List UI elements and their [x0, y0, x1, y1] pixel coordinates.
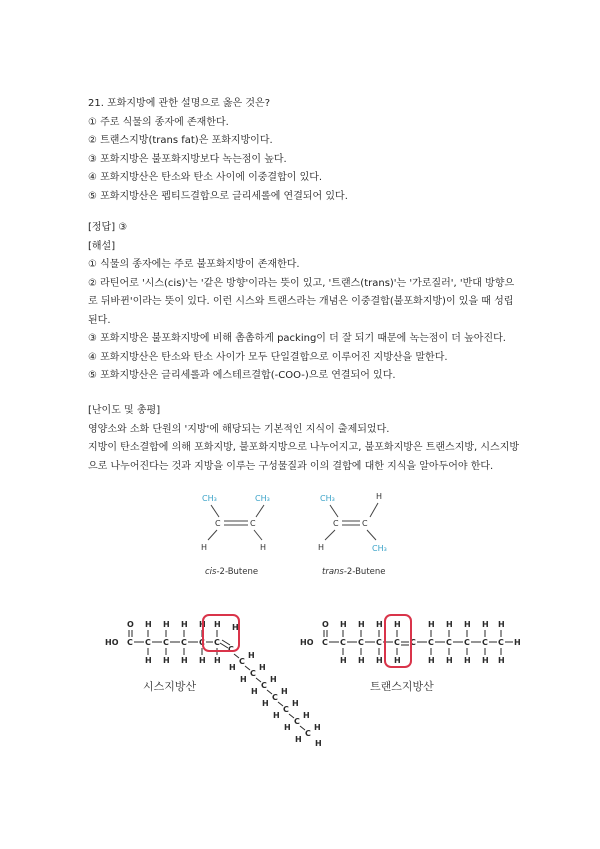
cis-fa-carbon: C	[261, 681, 267, 690]
trans-fatty-acid-label: 트랜스지방산	[370, 680, 434, 693]
cis-fa-hydrogen: H	[273, 711, 280, 720]
trans-fa-hydrogen: H	[394, 620, 401, 629]
cis-fa-hydrogen: H	[240, 675, 247, 684]
cis-hydrogen-right: H	[260, 543, 267, 552]
trans-fa-hydrogen: H	[358, 620, 365, 629]
trans-fa-carbon: C	[394, 638, 400, 647]
cis-fa-hydrogen: H	[262, 699, 269, 708]
cis-carbon-left: C	[215, 519, 221, 528]
trans-carbon-left: C	[333, 519, 339, 528]
trans-fa-hydrogen: H	[428, 620, 435, 629]
cis-fa-oxygen: O	[127, 620, 134, 629]
cis-fa-hydrogen: H	[214, 620, 221, 629]
cis-fa-hydrogen: H	[163, 620, 170, 629]
cis-fa-carbon: C	[294, 717, 300, 726]
trans-fa-hydrogen: H	[376, 656, 383, 665]
cis-fa-hydrogen: H	[315, 739, 322, 748]
trans-fa-hydrogen: H	[446, 656, 453, 665]
cis-fa-carbon: C	[272, 693, 278, 702]
question-title: 21. 포화지방에 관한 설명으로 옳은 것은?	[88, 98, 271, 109]
trans-fa-hydrogen: H	[482, 620, 489, 629]
trans-fa-hydrogen: H	[376, 620, 383, 629]
cis-fa-hydroxyl: HO	[105, 638, 119, 647]
explanation-label: [해설]	[88, 240, 116, 252]
option-5: ⑤ 포화지방산은 펩티드결합으로 글리세롤에 연결되어 있다.	[88, 190, 348, 202]
explanation-5: ⑤ 포화지방산은 글리세롤과 에스테르결합(-COO-)으로 연결되어 있다.	[88, 370, 396, 381]
cis-fa-carbon: C	[163, 638, 169, 647]
option-1: ① 주로 식물의 종자에 존재한다.	[88, 116, 229, 128]
trans-methyl-right: CH₃	[372, 544, 387, 553]
trans-fa-hydrogen: H	[446, 620, 453, 629]
cis-fa-carbon: C	[239, 657, 245, 666]
cis-carbon-right: C	[250, 519, 256, 528]
cis-fa-carbon: C	[145, 638, 151, 647]
trans-2-butene-structure	[318, 492, 387, 577]
cis-fa-carbon: C	[127, 638, 133, 647]
trans-fa-carbon: C	[410, 638, 416, 647]
cis-fa-hydrogen: H	[181, 656, 188, 665]
cis-fa-carbon: C	[214, 638, 220, 647]
trans-fa-carbon: C	[482, 638, 488, 647]
cis-2-butene-structure	[201, 494, 270, 577]
cis-fa-hydrogen: H	[295, 735, 302, 744]
trans-hydrogen-right: H	[376, 492, 383, 501]
trans-fa-hydroxyl: HO	[300, 638, 314, 647]
cis-fa-hydrogen: H	[292, 699, 299, 708]
cis-fa-hydrogen: H	[232, 623, 239, 632]
cis-fa-hydrogen: H	[199, 656, 206, 665]
answer-label: [정답] ③	[88, 222, 128, 233]
trans-fa-carbon: C	[464, 638, 470, 647]
cis-fa-hydrogen: H	[145, 656, 152, 665]
trans-fa-carbon: C	[358, 638, 364, 647]
trans-carbon-right: C	[362, 519, 368, 528]
explanation-3: ③ 포화지방은 불포화지방에 비해 촘촘하게 packing이 더 잘 되기 때문에 녹는점이 더 높아진다.	[88, 333, 506, 344]
trans-fa-hydrogen: H	[394, 656, 401, 665]
trans-fa-oxygen: O	[322, 620, 329, 629]
cis-fa-hydrogen: H	[181, 620, 188, 629]
cis-fa-hydrogen: H	[284, 723, 291, 732]
trans-fa-hydrogen: H	[340, 656, 347, 665]
trans-fa-carbon: C	[446, 638, 452, 647]
explanation-1: ① 식물의 종자에는 주로 불포화지방이 존재한다.	[88, 259, 300, 270]
trans-caption: trans-2-Butene	[322, 567, 386, 577]
cis-fa-carbon: C	[181, 638, 187, 647]
trans-fa-hydrogen: H	[498, 620, 505, 629]
difficulty-line-1: 영양소와 소화 단원의 '지방'에 해당되는 기본적인 지식이 출제되었다.	[88, 423, 390, 435]
cis-fa-hydrogen: H	[199, 620, 206, 629]
trans-fatty-acid-structure	[300, 615, 521, 693]
cis-fa-carbon: C	[199, 638, 205, 647]
trans-fa-hydrogen: H	[340, 620, 347, 629]
trans-fa-carbon: C	[428, 638, 434, 647]
trans-methyl-left: CH₃	[320, 494, 335, 503]
cis-fa-hydrogen: H	[251, 687, 258, 696]
cis-fa-hydrogen: H	[248, 651, 255, 660]
trans-fa-hydrogen: H	[428, 656, 435, 665]
trans-fa-hydrogen: H	[514, 638, 521, 647]
trans-fa-carbon: C	[322, 638, 328, 647]
trans-fa-hydrogen: H	[498, 656, 505, 665]
cis-fa-hydrogen: H	[259, 663, 266, 672]
option-2: ② 트랜스지방(trans fat)은 포화지방이다.	[88, 135, 273, 146]
trans-fa-hydrogen: H	[464, 620, 471, 629]
cis-fa-hydrogen: H	[163, 656, 170, 665]
cis-fa-hydrogen: H	[270, 675, 277, 684]
explanation-2: ② 라틴어로 '시스(cis)'는 '같은 방향'이라는 뜻이 있고, '트랜스(trans)'는 '가로질러', '반대 방향으로 뒤바뀐'이라는 뜻이 있다. 이런 시스와 트랜스라는 개념은 이중결합(불포화지방)이 있을 때 성립된다.	[88, 277, 515, 326]
trans-fa-hydrogen: H	[358, 656, 365, 665]
cis-fatty-acid-structure	[105, 615, 322, 748]
cis-fa-hydrogen: H	[145, 620, 152, 629]
cis-fa-hydrogen: H	[314, 723, 321, 732]
cis-fa-hydrogen: H	[214, 656, 221, 665]
trans-hydrogen-left: H	[318, 543, 325, 552]
difficulty-label: [난이도 및 총평]	[88, 405, 161, 416]
trans-fa-hydrogen: H	[482, 656, 489, 665]
cis-fa-hydrogen: H	[281, 687, 288, 696]
cis-caption: cis-2-Butene	[205, 567, 259, 577]
cis-fa-carbon: C	[305, 729, 311, 738]
option-3: ③ 포화지방은 불포화지방보다 녹는점이 높다.	[88, 153, 287, 165]
explanation-4: ④ 포화지방산은 탄소와 탄소 사이가 모두 단일결합으로 이루어진 지방산을 말한다.	[88, 351, 448, 363]
cis-fa-hydrogen: H	[229, 663, 236, 672]
cis-fatty-acid-label: 시스지방산	[143, 680, 197, 693]
cis-methyl-right: CH₃	[255, 494, 270, 503]
cis-fa-carbon: C	[228, 645, 234, 654]
cis-hydrogen-left: H	[201, 543, 208, 552]
cis-fa-carbon: C	[250, 669, 256, 678]
trans-fa-carbon: C	[376, 638, 382, 647]
option-4: ④ 포화지방산은 탄소와 탄소 사이에 이중결합이 있다.	[88, 172, 323, 183]
trans-fa-carbon: C	[340, 638, 346, 647]
cis-fa-carbon: C	[283, 705, 289, 714]
trans-fa-hydrogen: H	[464, 656, 471, 665]
cis-fa-hydrogen: H	[303, 711, 310, 720]
trans-fa-carbon: C	[498, 638, 504, 647]
difficulty-line-2: 지방이 탄소결합에 의해 포화지방, 불포화지방으로 나누어지고, 불포화지방은 트랜스지방, 시스지방으로 나누어진다는 것과 지방을 이루는 구성물질과 이의 결합에 대한 지식을 알아두어야 한다.	[88, 442, 520, 472]
cis-methyl-left: CH₃	[202, 494, 217, 503]
